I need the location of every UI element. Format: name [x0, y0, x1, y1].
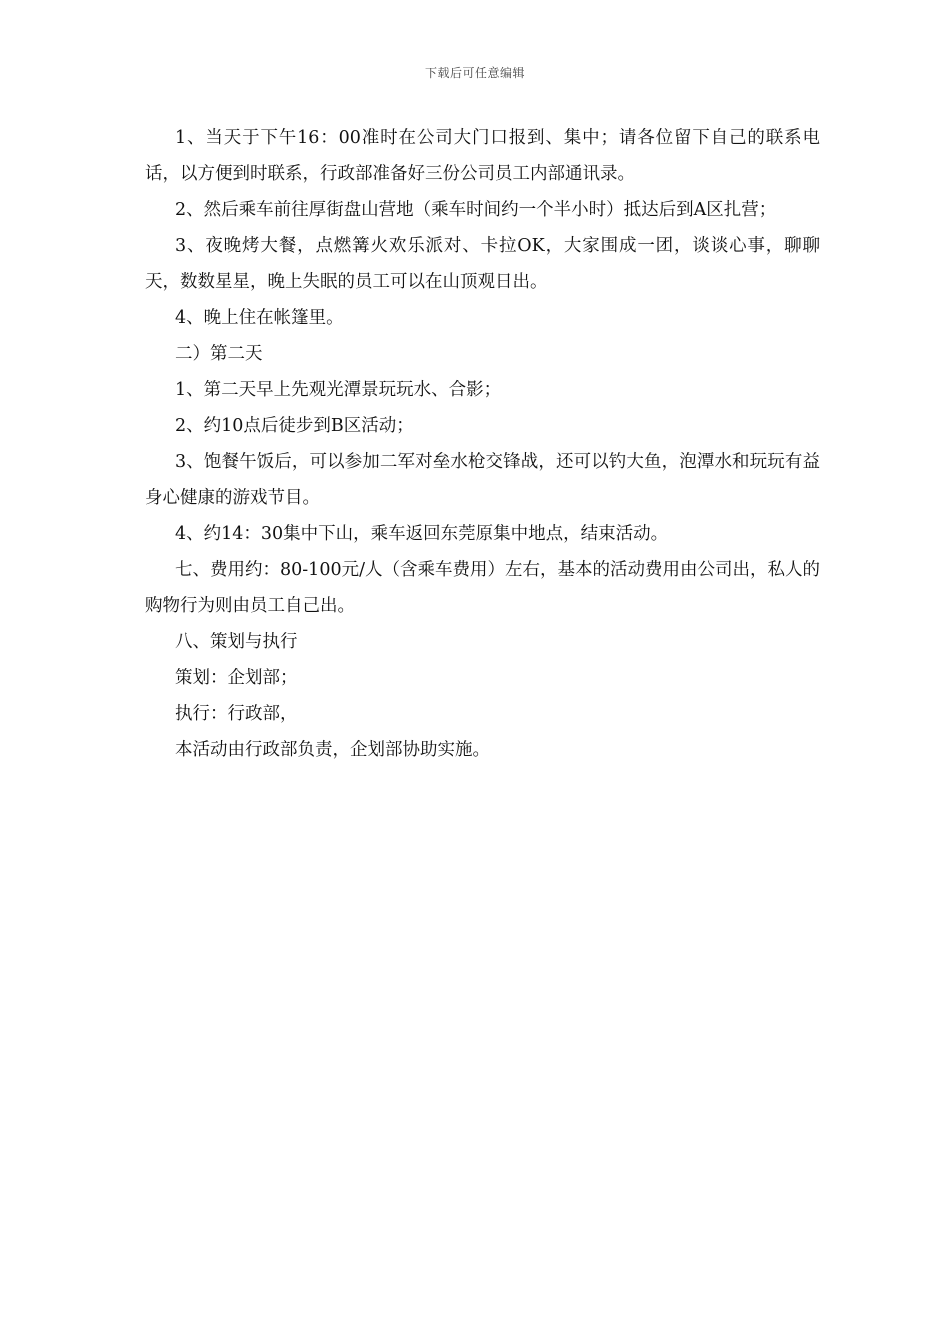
paragraph-day1-item3: 3、夜晚烤大餐，点燃篝火欢乐派对、卡拉OK，大家围成一团，谈谈心事，聊聊天，数数星星，晚上失眠的员工可以在山顶观日出。 — [145, 236, 820, 292]
paragraph-day1-item4: 4、晚上住在帐篷里。 — [175, 308, 344, 328]
paragraph-executor: 执行：行政部， — [175, 704, 298, 724]
paragraph-responsibility: 本活动由行政部负责，企划部协助实施。 — [175, 740, 490, 760]
paragraph-day2-item3: 3、饱餐午饭后，可以参加二军对垒水枪交锋战，还可以钓大鱼，泡潭水和玩玩有益身心健康的游戏节目。 — [145, 452, 820, 508]
paragraph-cost: 七、费用约：80-100元/人（含乘车费用）左右，基本的活动费用由公司出，私人的购物行为则由员工自己出。 — [145, 560, 820, 616]
paragraph-day1-item2: 2、然后乘车前往厚街盘山营地（乘车时间约一个半小时）抵达后到A区扎营； — [175, 200, 777, 220]
document-body — [145, 120, 820, 768]
section-heading-planning: 八、策划与执行 — [175, 632, 298, 652]
paragraph-day2-item4: 4、约14：30集中下山，乘车返回东莞原集中地点，结束活动。 — [175, 524, 669, 544]
paragraph-planner: 策划：企划部； — [175, 668, 298, 688]
paragraph-day2-item2: 2、约10点后徒步到B区活动； — [175, 416, 414, 436]
section-heading-day2: 二）第二天 — [175, 344, 263, 364]
paragraph-day1-item1: 1、当天于下午16：00准时在公司大门口报到、集中；请各位留下自己的联系电话，以方便到时联系，行政部准备好三份公司员工内部通讯录。 — [145, 128, 820, 184]
paragraph-day2-item1: 1、第二天早上先观光潭景玩玩水、合影； — [175, 380, 502, 400]
page-header: 下载后可任意编辑 — [424, 66, 525, 80]
